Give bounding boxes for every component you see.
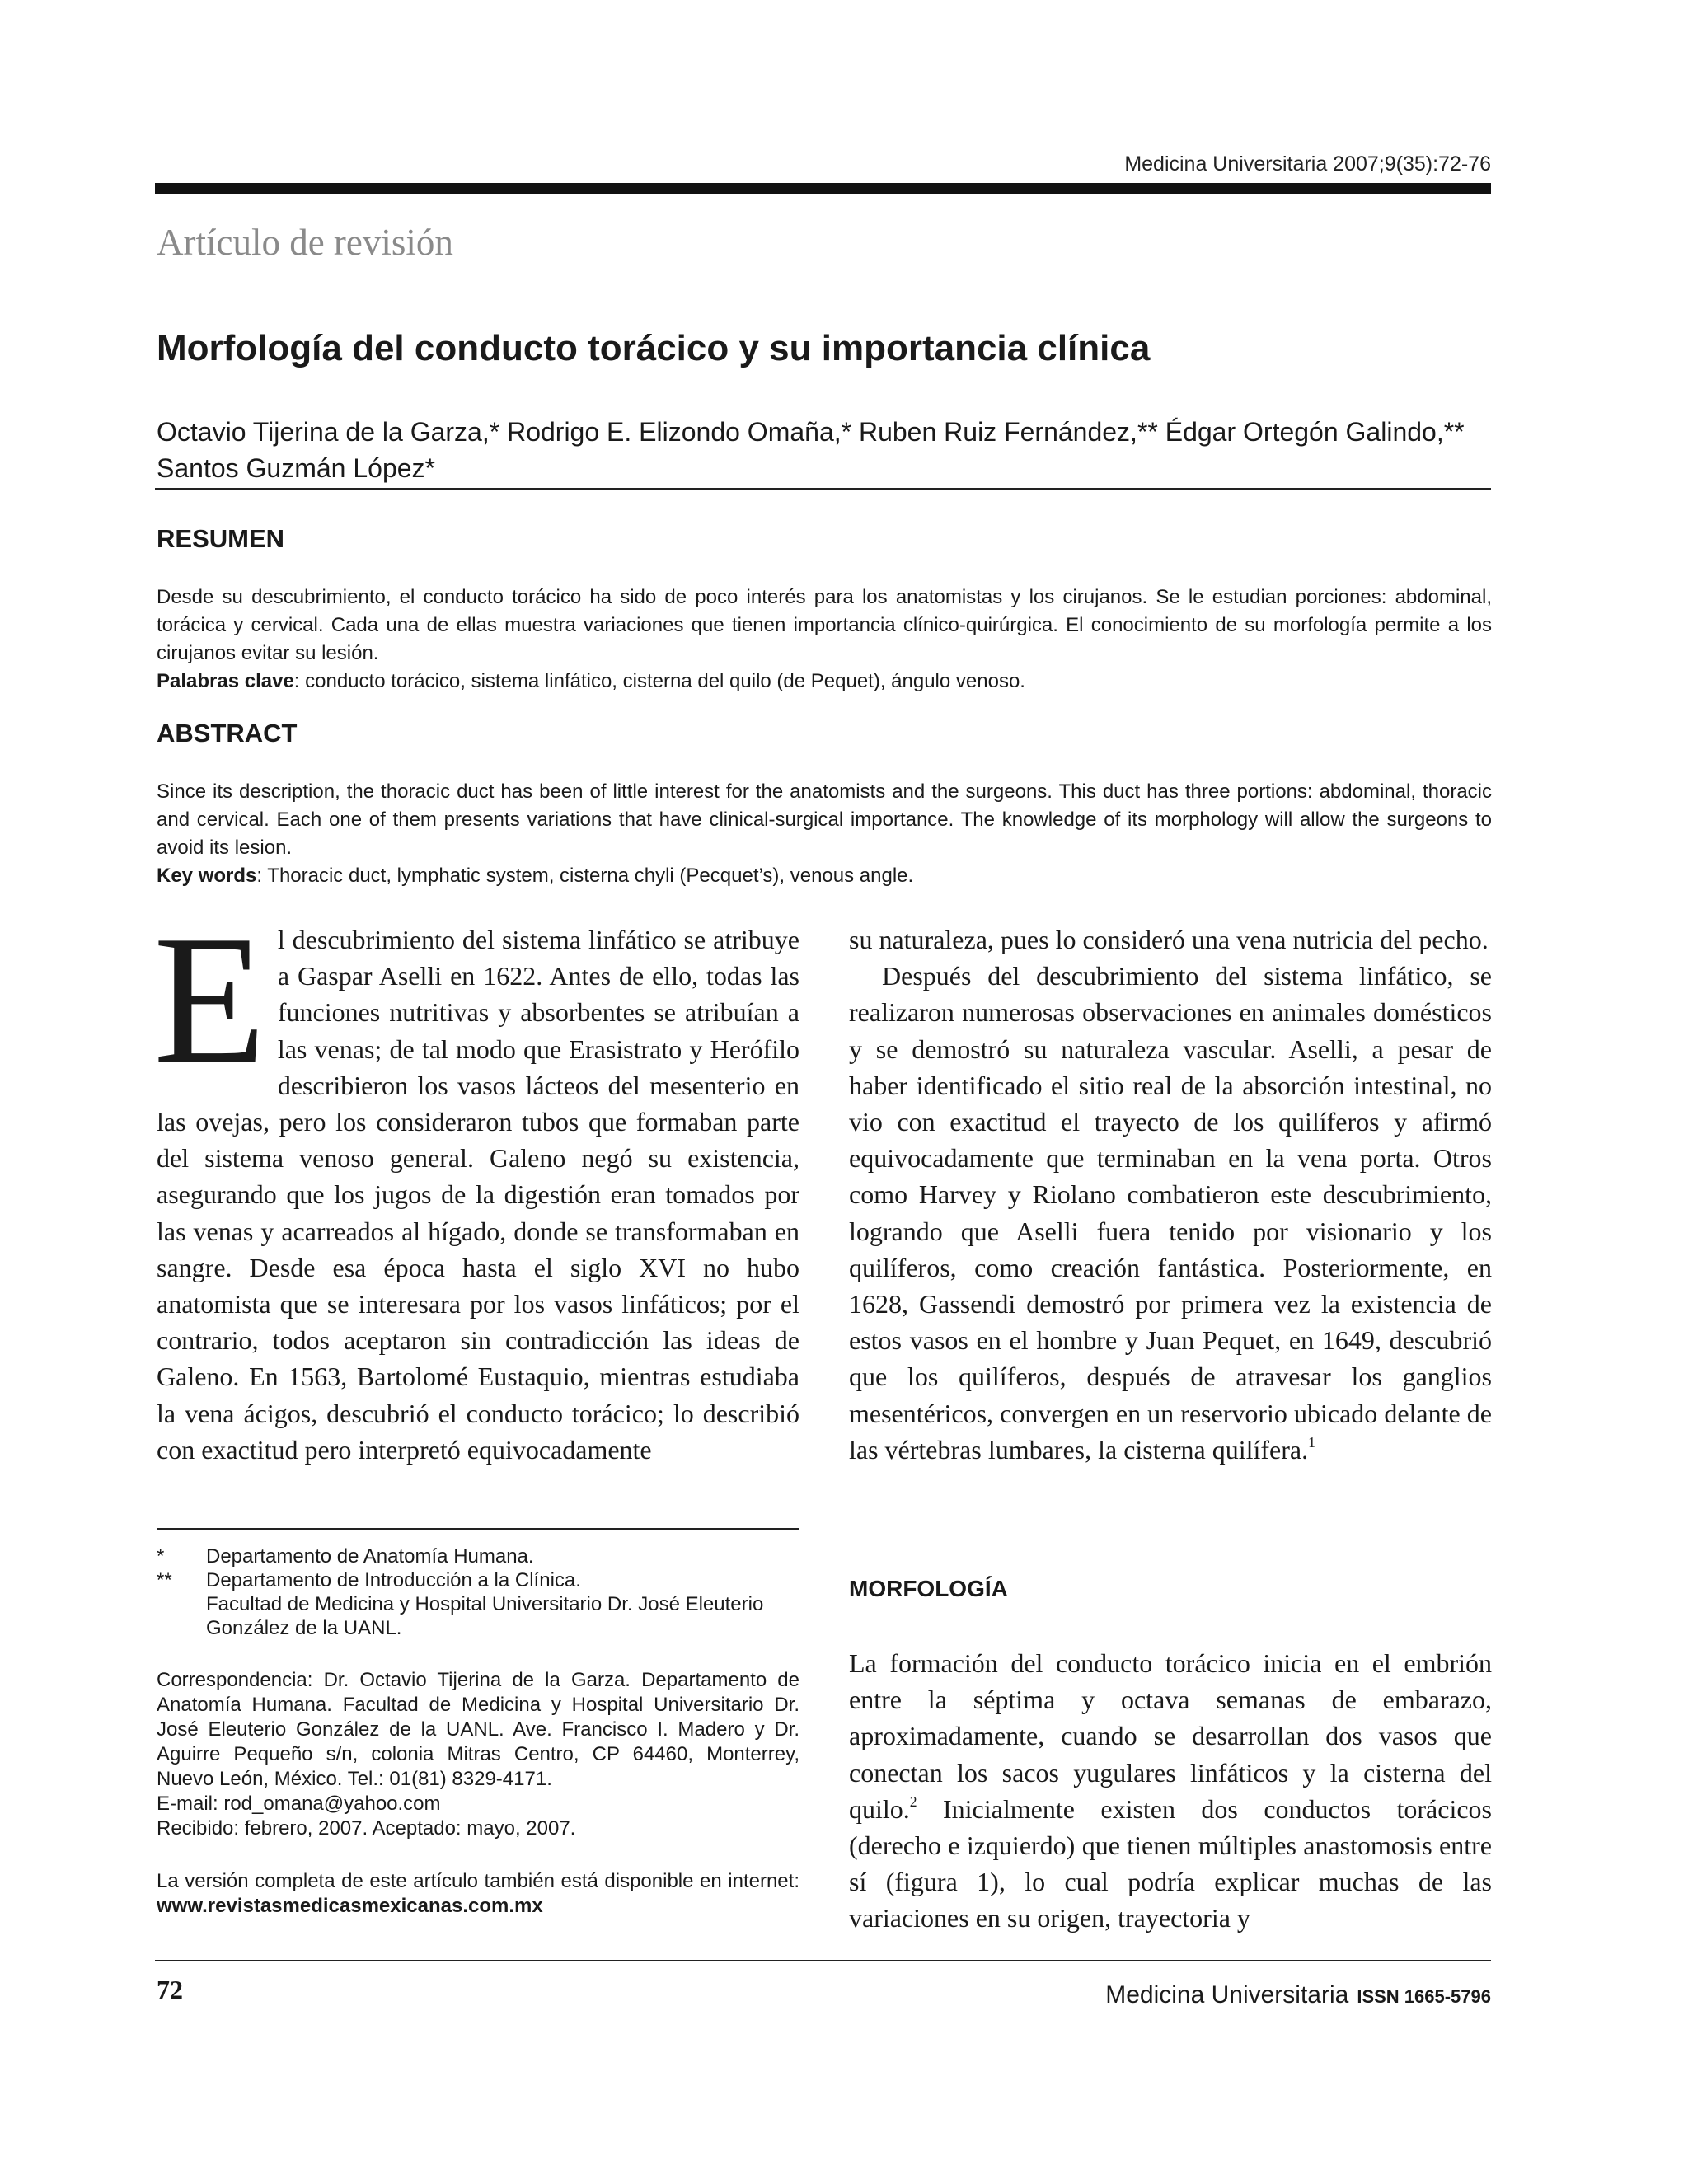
- footnote-row: [157, 1592, 799, 1640]
- online-availability-note: [157, 1869, 799, 1919]
- intro-text: l descubrimiento del sistema linfático se atribuye a Gaspar Aselli en 1622. Antes de ello, todas las funciones nutritivas y absorbentes se atribuían a las venas; de tal modo que Erasistrato y Herófilo describieron los vasos lácteos del mesenterio en las ovejas, pero los consideraron tubos que formaban parte del sistema venoso general. Galeno negó su existencia, asegurando que los jugos de la digestión eran tomados por las venas y acarreados al hígado, donde se transformaban en sangre. Desde esa época hasta el siglo XVI no hubo anatomista que se interesara por los vasos linfáticos; por el contrario, todos aceptaron sin contradicción las ideas de Galeno. En 1563, Bartolomé Eustaquio, mientras estudiaba la vena ácigos, descubrió el conducto torácico; lo describió con exactitud pero interpretó equivocadamente: [157, 925, 799, 1465]
- resumen-body: [157, 583, 1492, 696]
- footer-journal: [1105, 1981, 1491, 2009]
- body-column-right: [849, 921, 1492, 1468]
- footer-journal-name: Medicina Universitaria: [1105, 1981, 1349, 2008]
- journal-reference: Medicina Universitaria 2007;9(35):72-76: [1124, 152, 1491, 176]
- intro-paragraph: [153, 898, 799, 1468]
- footnote-text: Departamento de Introducción a la Clínica.: [206, 1569, 581, 1591]
- citation-1: 1: [1308, 1433, 1315, 1451]
- footnote-text: Departamento de Anatomía Humana.: [206, 1545, 534, 1568]
- journal-website-link[interactable]: www.revistasmedicasmexicanas.com.mx: [157, 1895, 543, 1917]
- morfologia-heading: MORFOLOGÍA: [849, 1576, 1008, 1601]
- footnote-rule: [157, 1528, 799, 1530]
- right-paragraph-1: su naturaleza, pues lo consideró una vena nutricia del pecho.: [849, 925, 1489, 954]
- affiliation-footnotes: [157, 1544, 799, 1640]
- top-rule: [155, 183, 1491, 194]
- resumen-keywords-label: Palabras clave: [157, 670, 294, 692]
- received-dates: Recibido: febrero, 2007. Aceptado: mayo, 2007.: [157, 1817, 576, 1840]
- footnote-mark: *: [157, 1545, 165, 1568]
- section-label: Artículo de revisión: [157, 222, 453, 263]
- online-text: La versión completa de este artículo también está disponible en internet:: [157, 1870, 799, 1892]
- author-rule: [155, 488, 1491, 490]
- footnote-mark: **: [157, 1569, 172, 1591]
- footnote-row: [157, 1544, 799, 1568]
- morfologia-paragraph: [849, 1645, 1492, 1937]
- article-title: Morfología del conducto torácico y su importancia clínica: [157, 328, 1151, 368]
- right-paragraph-2-text: Después del descubrimiento del sistema linfático, se realizaron numerosas observaciones en animales domésticos y se demostró su naturaleza vascular. Aselli, a pesar de haber identificado el sitio real de la absorción intestinal, no vio con exactitud el trayecto de los quilíferos y afirmó equivocadamente que terminaban en la vena porta. Otros como Harvey y Riolano combatieron este descubrimiento, logrando que Aselli fuera tenido por visionario y los quilíferos, como creación fantástica. Posteriormente, en 1628, Gassendi demostró por primera vez la existencia de estos vasos en el hombre y Juan Pequet, en 1649, descubrió que los quilíferos, después de atravesar los ganglios mesentéricos, convergen en un reservorio ubicado delante de las vértebras lumbares, la cisterna quilífera.: [849, 961, 1492, 1465]
- correspondence-email: E-mail: rod_omana@yahoo.com: [157, 1793, 441, 1815]
- citation-2: 2: [909, 1793, 917, 1810]
- morfologia-text-a: La formación del conducto torácico inicia en el embrión entre la séptima y octava semanas de embarazo, aproximadamente, cuando se desarrollan dos vasos que conectan los sacos yugulares linfáticos y la cisterna del quilo.: [849, 1648, 1492, 1824]
- footer-issn: ISSN 1665-5796: [1357, 1986, 1491, 2007]
- morfologia-column: [849, 1645, 1492, 1937]
- abstract-body: [157, 778, 1492, 890]
- footnote-text: Facultad de Medicina y Hospital Universitario Dr. José Eleuterio González de la UANL.: [206, 1593, 764, 1639]
- resumen-heading: RESUMEN: [157, 524, 285, 553]
- resumen-keywords: : conducto torácico, sistema linfático, cisterna del quilo (de Pequet), ángulo venoso.: [293, 670, 1025, 692]
- right-paragraph-2: [849, 958, 1492, 1468]
- author-list: Octavio Tijerina de la Garza,* Rodrigo E. Elizondo Omaña,* Ruben Ruiz Fernández,** Édgar Ortegón Galindo,** Santos Guzmán López*: [157, 417, 1465, 483]
- body-column-left: [153, 898, 799, 1468]
- abstract-heading: ABSTRACT: [157, 719, 298, 748]
- footnote-row: [157, 1568, 799, 1592]
- abstract-keywords: : Thoracic duct, lymphatic system, cisterna chyli (Pecquet’s), venous angle.: [256, 865, 914, 887]
- page-number: 72: [157, 1975, 183, 2004]
- drop-cap: E: [153, 898, 266, 1102]
- bottom-rule: [155, 1960, 1491, 1961]
- morfologia-text-b: Inicialmente existen dos conductos torácicos (derecho e izquierdo) que tienen múltiples anastomosis entre sí (figura 1), lo cual podría explicar muchas de las variaciones en su origen, trayectoria y: [849, 1793, 1492, 1933]
- abstract-keywords-label: Key words: [157, 865, 257, 887]
- footnote-mark: [157, 1592, 206, 1640]
- correspondence-note: [157, 1668, 799, 1841]
- abstract-text: Since its description, the thoracic duct has been of little interest for the anatomists and the surgeons. This duct has three portions: abdominal, thoracic and cervical. Each one of them presents variations that have clinical-surgical importance. The knowledge of its morphology will allow the surgeons to avoid its lesion.: [157, 780, 1492, 859]
- correspondence-address: Correspondencia: Dr. Octavio Tijerina de la Garza. Departamento de Anatomía Humana. Facultad de Medicina y Hospital Universitario Dr. José Eleuterio González de la UANL. Ave. Francisco I. Madero y Dr. Aguirre Pequeño s/n, colonia Mitras Centro, CP 64460, Monterrey, Nuevo León, México. Tel.: 01(81) 8329-4171.: [157, 1669, 799, 1790]
- resumen-text: Desde su descubrimiento, el conducto torácico ha sido de poco interés para los anatomistas y los cirujanos. Se le estudian porciones: abdominal, torácica y cervical. Cada una de ellas muestra variaciones que tienen importancia clínico-quirúrgica. El conocimiento de su morfología permite a los cirujanos evitar su lesión.: [157, 586, 1492, 664]
